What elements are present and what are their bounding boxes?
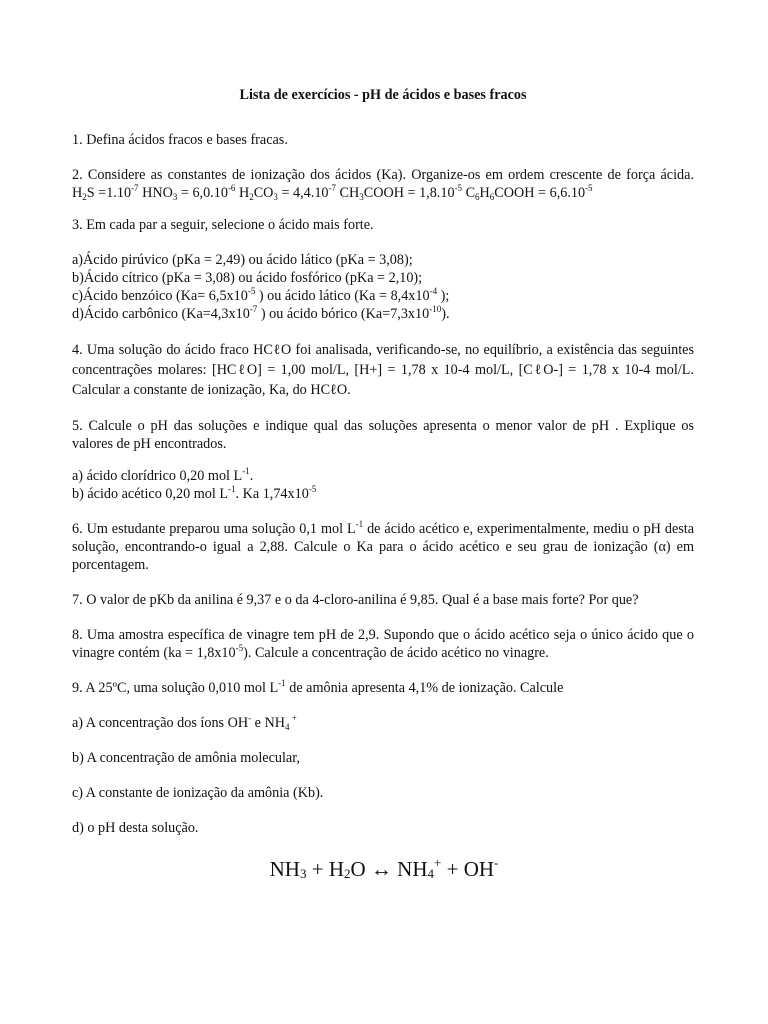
question-7: 7. O valor de pKb da anilina é 9,37 e o da 4-cloro-anilina é 9,85. Qual é a base mais forte? Por que?	[72, 592, 639, 608]
question-5: 5. Calcule o pH das soluções e indique qual das soluções apresenta o menor valor de pH . Explique os valores de pH encontrados.	[72, 418, 694, 452]
question-9c: c) A constante de ionização da amônia (Kb).	[72, 785, 324, 801]
question-3: 3. Em cada par a seguir, selecione o ácido mais forte.	[72, 217, 374, 233]
question-1: 1. Defina ácidos fracos e bases fracas.	[72, 132, 288, 148]
question-3d: d)Ácido carbônico ($Ka=4,3x10^{-7}$ ) ou ácido bórico $(Ka=7,3x10^{-10})$.	[72, 304, 450, 322]
question-2: 2. Considere as constantes de ionização dos ácidos (Ka). Organize-os em ordem crescente de força ácida. $H_2S =1.10^{-7}$ $HNO_3 = 6,0.10^{-6}$ $H_2CO_3 = 4,4.10^{-7}$ $CH_3COOH = 1,8.10^{-5}$ $C_6H_6COOH = 6,6.10^{-5}$	[72, 167, 694, 202]
question-9: 9. A 25ºC, uma solução 0,010 mol $L^{-1}$ de amônia apresenta 4,1% de ionização. Calcule	[72, 678, 564, 696]
question-6: 6. Um estudante preparou uma solução 0,1 mol $L^{-1}$ de ácido acético e, experimentalmente, mediu o pH desta solução, encontrando-o igual a 2,88. Calcule o Ka para o ácido acético e seu grau de ionização (α) em porcentagem.	[72, 519, 694, 573]
question-5b: b) ácido acético 0,20 mol $L^{-1}$. Ka $1,74x10^{-5}$	[72, 484, 317, 502]
question-9b: b) A concentração de amônia molecular,	[72, 750, 300, 766]
question-3b: b)Ácido cítrico (pKa = 3,08) ou ácido fosfórico (pKa = 2,10);	[72, 270, 423, 286]
equilibrium-arrow-icon: ↔	[365, 857, 398, 881]
question-9a: a) A concentração dos íons OH- e $NH_4$ +	[72, 713, 297, 732]
question-8: 8. Uma amostra específica de vinagre tem pH de 2,9. Supondo que o ácido acético seja o único ácido que o vinagre contém $(ka = 1,8x10^{-5})$. Calcule a concentração de ácido acético no vinagre.	[72, 627, 694, 661]
document-page	[72, 86, 694, 837]
ammonia-equilibrium-equation: $NH_3 + H_2O$ ↔ $NH_4^+ + OH^-$	[269, 855, 499, 881]
question-3c: c)Ácido benzóico ($Ka= 6,5x10^{-5}$ ) ou ácido lático ($Ka = 8,4x10^{-4}$ );	[72, 286, 450, 304]
question-3a: a)Ácido pirúvico (pKa = 2,49) ou ácido lático (pKa = 3,08);	[72, 252, 413, 268]
question-9d: d) o pH desta solução.	[72, 820, 199, 836]
question-5a: a) ácido clorídrico 0,20 mol $L^{-1}$.	[72, 466, 254, 484]
document-title: Lista de exercícios - pH de ácidos e bases fracos	[239, 87, 527, 103]
question-4: 4. Uma solução do ácido fraco HCℓO foi analisada, verificando-se, no equilíbrio, a existência das seguintes concentrações molares: [HCℓO] = 1,00 mol/L, [H+] = 1,78 x 10-4 mol/L, [CℓO-] = 1,78 x 10-4 mol/L. Calcular a constante de ionização, Ka, do HCℓO.	[72, 342, 694, 398]
